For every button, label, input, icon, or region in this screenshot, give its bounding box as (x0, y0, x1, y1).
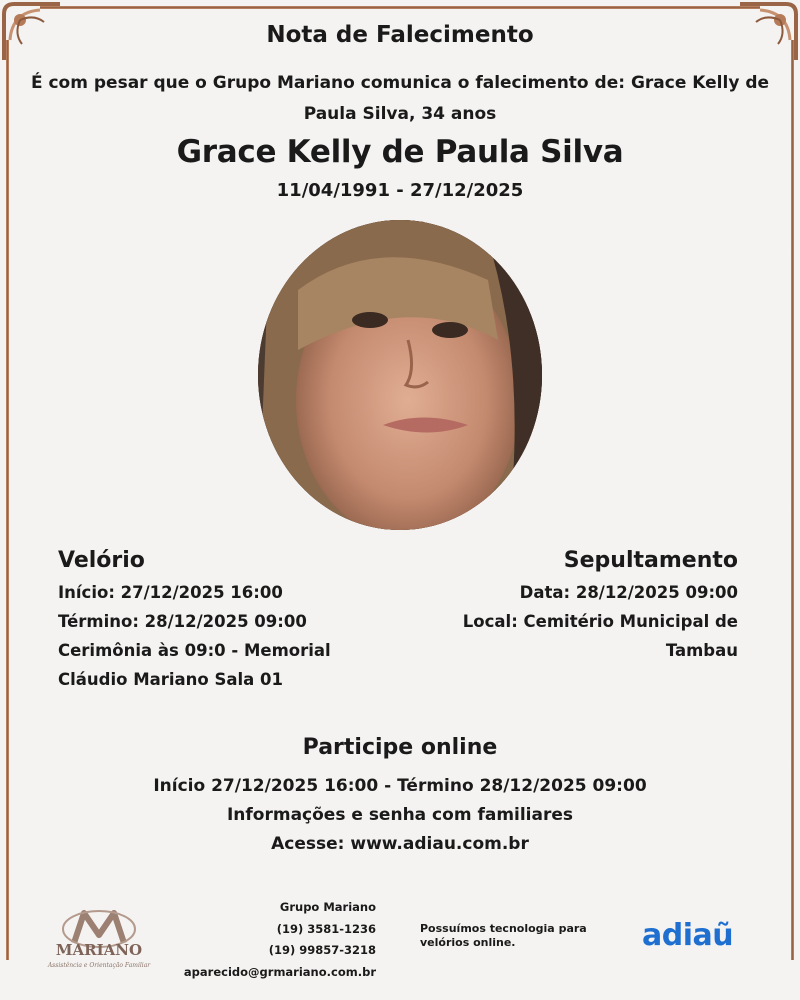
mariano-logo-text: MARIANO (55, 941, 143, 959)
deceased-dates: 11/04/1991 - 27/12/2025 (276, 180, 524, 201)
velorio-inicio: Início: 27/12/2025 16:00 (58, 583, 283, 602)
velorio-heading: Velório (58, 548, 145, 573)
mariano-logo-icon (44, 905, 154, 975)
tech-note: Possuímos tecnologia para velórios online. (420, 922, 587, 949)
velorio-termino: Término: 28/12/2025 09:00 (58, 612, 307, 631)
phone-2[interactable]: (19) 99857-3218 (268, 943, 376, 957)
mariano-logo (44, 905, 154, 975)
online-acesse[interactable]: Acesse: www.adiau.com.br (271, 834, 529, 854)
portrait-image (258, 220, 542, 530)
sepultamento-heading: Sepultamento (563, 548, 738, 573)
footer-contacts (180, 897, 376, 983)
sepultamento-data: Data: 28/12/2025 09:00 (519, 583, 738, 602)
online-section (0, 735, 800, 859)
frame-border-top (40, 6, 760, 9)
online-heading: Participe online (302, 735, 498, 760)
phone-1[interactable]: (19) 3581-1236 (276, 921, 376, 936)
velorio-cerimonia: Cerimônia às 09:0 - Memorial Cláudio Mariano Sala 01 (58, 641, 331, 689)
email-link[interactable]: aparecido@grmariano.com.br (183, 964, 376, 979)
company-name: Grupo Mariano (279, 900, 376, 914)
intro-text: É com pesar que o Grupo Mariano comunica o falecimento de: Grace Kelly de Paula Silva, 34 anos (30, 73, 770, 124)
portrait-photo (258, 220, 542, 530)
mariano-logo-tagline: Assistência e Orientação Familiar (47, 962, 151, 969)
online-info: Informações e senha com familiares (226, 805, 574, 825)
velorio-section (58, 548, 378, 694)
sepultamento-local: Local: Cemitério Municipal de Tambau (462, 612, 738, 660)
page-title: Nota de Falecimento (266, 22, 534, 48)
adiau-logo (642, 918, 733, 953)
sepultamento-section (398, 548, 738, 665)
deceased-name: Grace Kelly de Paula Silva (176, 134, 624, 170)
adiau-logo-text: adiaũ (642, 918, 734, 953)
online-periodo: Início 27/12/2025 16:00 - Término 28/12/2025 09:00 (153, 776, 647, 796)
